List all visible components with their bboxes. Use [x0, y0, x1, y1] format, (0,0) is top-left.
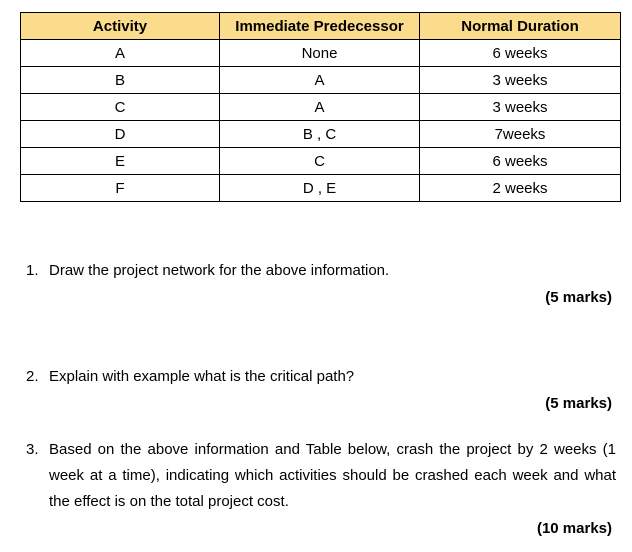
cell-duration: 6 weeks: [420, 148, 621, 175]
header-activity: Activity: [21, 13, 220, 40]
table-row: [21, 40, 621, 67]
cell-predecessor: B , C: [220, 121, 420, 148]
cell-predecessor: A: [220, 67, 420, 94]
activity-table: [20, 12, 621, 202]
question-3-marks: (10 marks): [536, 520, 612, 537]
question-text: Based on the above information and Table below, crash the project by 2 weeks (1 week at a time), indicating which activities should be crashed each week and what the effect is on the total project cost.: [49, 441, 616, 510]
question-1: [26, 258, 616, 284]
question-text: Explain with example what is the critical path?: [49, 368, 355, 385]
cell-duration: 7weeks: [420, 121, 621, 148]
cell-duration: 6 weeks: [420, 40, 621, 67]
table-header-row: [21, 13, 621, 40]
table-row: [21, 67, 621, 94]
cell-predecessor: None: [220, 40, 420, 67]
cell-duration: 3 weeks: [420, 94, 621, 121]
question-2-marks: (5 marks): [545, 395, 612, 412]
table-row: [21, 121, 621, 148]
cell-activity: C: [21, 94, 220, 121]
table-row: [21, 94, 621, 121]
question-1-marks: (5 marks): [545, 289, 612, 306]
question-number: 1.: [26, 262, 39, 279]
cell-activity: F: [21, 175, 220, 202]
cell-predecessor: D , E: [220, 175, 420, 202]
cell-activity: D: [21, 121, 220, 148]
cell-predecessor: A: [220, 94, 420, 121]
cell-predecessor: C: [220, 148, 420, 175]
question-number: 2.: [26, 368, 39, 385]
cell-duration: 2 weeks: [420, 175, 621, 202]
question-2: [26, 364, 616, 390]
cell-activity: E: [21, 148, 220, 175]
header-normal-duration: Normal Duration: [420, 13, 621, 40]
table-row: [21, 148, 621, 175]
header-immediate-predecessor: Immediate Predecessor: [220, 13, 420, 40]
table-row: [21, 175, 621, 202]
cell-duration: 3 weeks: [420, 67, 621, 94]
question-number: 3.: [26, 441, 39, 458]
question-text: Draw the project network for the above information.: [49, 262, 390, 279]
cell-activity: B: [21, 67, 220, 94]
cell-activity: A: [21, 40, 220, 67]
question-3: [26, 437, 616, 515]
